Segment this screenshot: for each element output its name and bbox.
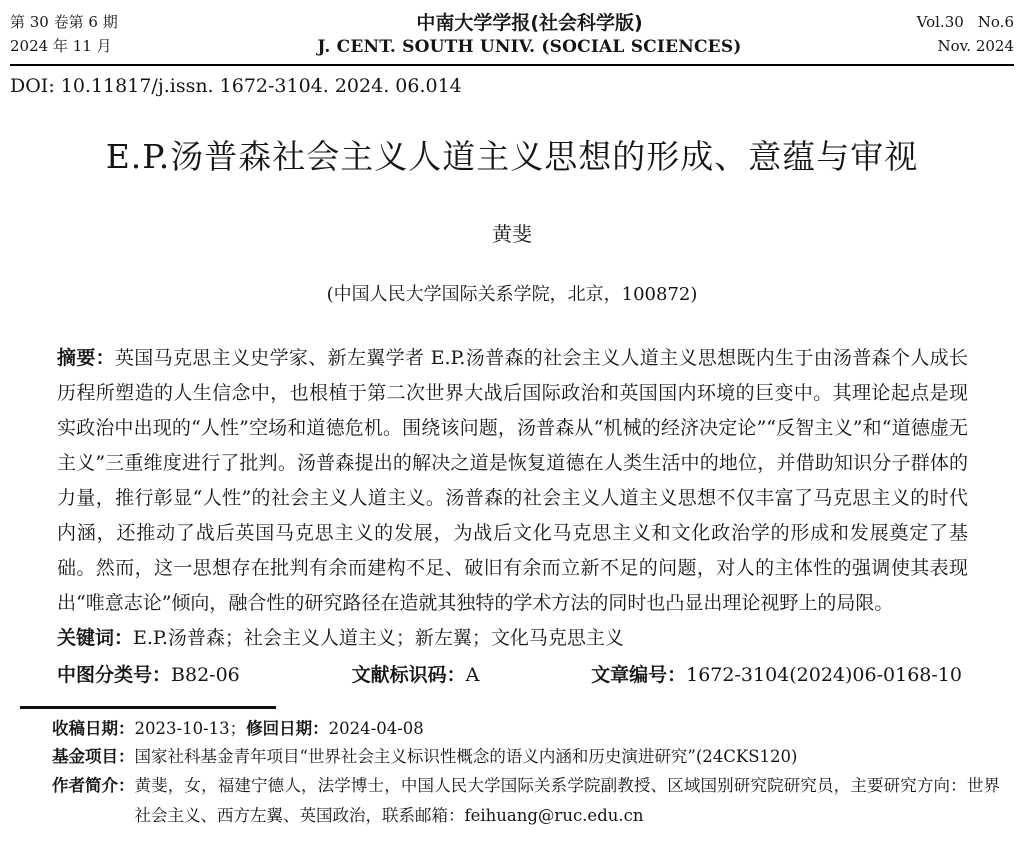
article-id-label: 文章编号： [591,664,687,686]
journal-name-cn: 中南大学学报(社会科学版) [416,12,643,34]
article-id-value: 1672-3104(2024)06-0168-10 [686,664,962,686]
author-affiliation: (中国人民大学国际关系学院，北京，100872) [326,284,698,305]
funding-label: 基金项目： [52,747,135,766]
journal-masthead [10,10,1014,59]
footnote-separator [20,706,276,709]
journal-date-cn: 2024 年 11 月 [10,37,112,55]
author-bio-value: 黄斐，女，福建宁德人，法学博士，中国人民大学国际关系学院副教授、区域国别研究院研究员，主要研究方向：世界社会主义、西方左翼、英国政治，联系邮箱：feihuang@ruc.edu.cn [134,776,1000,825]
journal-name-en: J. CENT. SOUTH UNIV. (SOCIAL SCIENCES) [317,37,742,57]
document-code-value: A [465,664,480,686]
received-date-value: 2023-10-13； [134,719,247,738]
journal-date-en: Nov. 2024 [937,37,1014,55]
header-rule [10,64,1014,66]
document-code-label: 文献标识码： [351,664,466,686]
article-meta-block [57,341,968,656]
masthead-left [10,10,195,58]
footnote-author-bio [52,771,1000,831]
received-date-label: 收稿日期： [52,719,135,738]
footnote-block [52,715,1000,831]
clc-label: 中图分类号： [57,664,172,686]
revised-date-value: 2024-04-08 [328,719,424,738]
article-title: E.P.汤普森社会主义人道主义思想的形成、意蕴与审视 [105,137,919,176]
revised-date-label: 修回日期： [246,719,329,738]
abstract-paragraph [57,341,968,621]
masthead-center [195,10,864,59]
funding-value: 国家社科基金青年项目“世界社会主义标识性概念的语义内涵和历史演进研究”(24CKS120) [134,747,798,766]
journal-volume-en [864,10,1014,34]
author-name: 黄斐 [492,222,532,246]
journal-no-label: No.6 [977,13,1014,31]
document-code [352,660,480,690]
keywords-text: E.P.汤普森；社会主义人道主义；新左翼；文化马克思主义 [133,627,624,649]
keywords-line [57,621,968,656]
author-bio-label: 作者简介： [52,776,135,795]
doi-line: DOI: 10.11817/j.issn. 1672-3104. 2024. 06.014 [10,75,462,97]
article-id [591,660,962,690]
classification-row [57,660,962,690]
clc-number [57,660,240,690]
footnote-dates [52,715,1000,743]
journal-issue-cn: 第 30 卷第 6 期 [10,13,118,31]
journal-vol-label: Vol.30 [916,13,964,31]
abstract-text: 英国马克思主义史学家、新左翼学者 E.P.汤普森的社会主义人道主义思想既内生于由汤普森个人成长历程所塑造的人生信念中，也根植于第二次世界大战后国际政治和英国国内环境的巨变中。其理论起点是现实政治中出现的“人性”空场和道德危机。围绕该问题，汤普森从“机械的经济决定论”“反智主义”和“道德虚无主义”三重维度进行了批判。汤普森提出的解决之道是恢复道德在人类生活中的地位，并借助知识分子群体的力量，推行彰显“人性”的社会主义人道主义。汤普森的社会主义人道主义思想不仅丰富了马克思主义的时代内涵，还推动了战后英国马克思主义的发展，为战后文化马克思主义和文化政治学的形成和发展奠定了基础。然而，这一思想存在批判有余而建构不足、破旧有余而立新不足的问题，对人的主体性的强调使其表现出“唯意志论”倾向，融合性的研究路径在造就其独特的学术方法的同时也凸显出理论视野上的局限。 [57,347,968,614]
keywords-label: 关键词： [57,627,134,649]
abstract-label: 摘要： [57,347,115,369]
clc-value: B82-06 [171,664,240,686]
masthead-right [864,10,1014,58]
footnote-funding [52,743,1000,771]
